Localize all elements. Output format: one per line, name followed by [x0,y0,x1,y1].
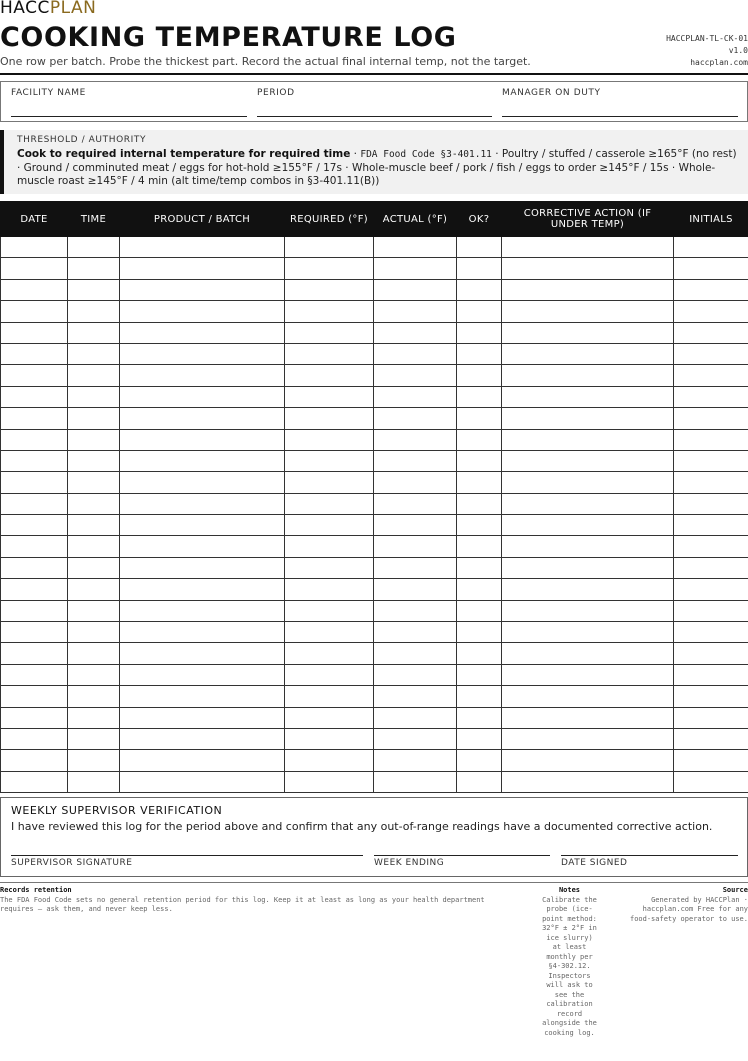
actual-temp-cell[interactable] [374,408,457,429]
table-row [1,728,748,749]
required-temp-cell[interactable] [285,408,374,429]
time-cell[interactable] [68,365,120,386]
weekly-verification-box [0,797,748,877]
ok-cell[interactable] [457,279,502,300]
time-cell[interactable] [68,279,120,300]
time-cell[interactable] [68,258,120,279]
product-batch-cell[interactable] [120,408,285,429]
manager-on-duty-line [502,116,738,117]
time-cell[interactable] [68,386,120,407]
table-row [1,600,748,621]
product-batch-cell[interactable] [120,237,285,258]
corrective-action-cell[interactable] [502,664,674,685]
document-code: HACCPLAN-TL-CK-01 [666,34,748,43]
ok-cell[interactable] [457,493,502,514]
required-temp-cell[interactable] [285,536,374,557]
date-cell[interactable] [1,322,68,343]
time-cell[interactable] [68,343,120,364]
ok-cell[interactable] [457,258,502,279]
column-header-initials: INITIALS [674,202,748,237]
corrective-action-cell[interactable] [502,600,674,621]
time-cell[interactable] [68,472,120,493]
table-row [1,450,748,471]
corrective-action-cell[interactable] [502,686,674,707]
corrective-action-cell[interactable] [502,301,674,322]
product-batch-cell[interactable] [120,493,285,514]
required-temp-cell[interactable] [285,622,374,643]
table-row [1,557,748,578]
corrective-action-cell[interactable] [502,515,674,536]
corrective-action-cell[interactable] [502,579,674,600]
verification-statement: I have reviewed this log for the period above and confirm that any out-of-range readings have a documented corrective action. [11,820,713,833]
initials-cell[interactable] [674,579,748,600]
date-cell[interactable] [1,258,68,279]
ok-cell[interactable] [457,536,502,557]
ok-cell[interactable] [457,728,502,749]
time-cell[interactable] [68,237,120,258]
corrective-action-cell[interactable] [502,408,674,429]
table-row [1,237,748,258]
ok-cell[interactable] [457,408,502,429]
time-cell[interactable] [68,301,120,322]
corrective-action-cell[interactable] [502,750,674,771]
actual-temp-cell[interactable] [374,386,457,407]
corrective-action-cell[interactable] [502,707,674,728]
product-batch-cell[interactable] [120,750,285,771]
time-cell[interactable] [68,536,120,557]
initials-cell[interactable] [674,707,748,728]
product-batch-cell[interactable] [120,429,285,450]
date-cell[interactable] [1,279,68,300]
required-temp-cell[interactable] [285,237,374,258]
notes-heading: Notes [558,886,581,894]
corrective-action-cell[interactable] [502,557,674,578]
required-temp-cell[interactable] [285,728,374,749]
threshold-text [17,148,739,189]
initials-cell[interactable] [674,429,748,450]
initials-cell[interactable] [674,322,748,343]
table-row [1,343,748,364]
product-batch-cell[interactable] [120,343,285,364]
ok-cell[interactable] [457,686,502,707]
actual-temp-cell[interactable] [374,237,457,258]
product-batch-cell[interactable] [120,622,285,643]
source-text: Generated by HACCPlan · haccplan.com Free for any food-safety operator to use. [629,895,748,923]
corrective-action-cell[interactable] [502,493,674,514]
time-cell[interactable] [68,322,120,343]
date-cell[interactable] [1,664,68,685]
ok-cell[interactable] [457,579,502,600]
period-line [257,116,492,117]
footer-source [618,886,748,924]
required-temp-cell[interactable] [285,279,374,300]
date-cell[interactable] [1,728,68,749]
product-batch-cell[interactable] [120,643,285,664]
date-signed-field[interactable] [561,838,738,874]
actual-temp-cell[interactable] [374,686,457,707]
header-fields-box [0,81,748,122]
ok-cell[interactable] [457,237,502,258]
column-header-product: PRODUCT / BATCH [120,202,285,237]
corrective-action-cell[interactable] [502,450,674,471]
facility-name-line [11,116,247,117]
date-cell[interactable] [1,493,68,514]
records-retention-heading: Records retention [0,886,72,894]
corrective-action-cell[interactable] [502,643,674,664]
threshold-bold-text: Cook to required internal temperature for required time [17,148,351,160]
facility-name-label: FACILITY NAME [11,88,86,98]
date-cell[interactable] [1,450,68,471]
brand-logo [0,0,96,18]
document-site: haccplan.com [690,58,748,67]
product-batch-cell[interactable] [120,450,285,471]
threshold-authority-box [0,130,748,194]
table-row [1,686,748,707]
ok-cell[interactable] [457,450,502,471]
product-batch-cell[interactable] [120,258,285,279]
date-cell[interactable] [1,536,68,557]
threshold-rest-text: · Poultry / stuffed / casserole ≥165°F (no rest) · Ground / comminuted meat / eggs for hot-hold ≥155°F / 17s · Whole-muscle beef / pork / fish / eggs to order ≥145°F / 15s · Whole-muscle roast ≥145°F / 4 min (alt time/temp combos in §3-401.11(B)) [17,148,737,187]
date-cell[interactable] [1,365,68,386]
corrective-action-cell[interactable] [502,536,674,557]
required-temp-cell[interactable] [285,386,374,407]
actual-temp-cell[interactable] [374,600,457,621]
required-temp-cell[interactable] [285,365,374,386]
actual-temp-cell[interactable] [374,643,457,664]
time-cell[interactable] [68,771,120,792]
ok-cell[interactable] [457,386,502,407]
notes-text: Calibrate the probe (ice-point method: 32°F ± 2°F in ice slurry) at least monthly per §4-302.12. Inspectors will ask to see the calibration record alongside the cooking log. [542,895,597,1037]
actual-temp-cell[interactable] [374,365,457,386]
footer-notes [542,886,597,1038]
actual-temp-cell[interactable] [374,301,457,322]
facility-name-field[interactable] [11,82,247,123]
period-field[interactable] [257,82,492,123]
verification-heading: WEEKLY SUPERVISOR VERIFICATION [11,804,223,817]
ok-cell[interactable] [457,365,502,386]
date-cell[interactable] [1,472,68,493]
corrective-action-cell[interactable] [502,279,674,300]
table-row [1,386,748,407]
time-cell[interactable] [68,643,120,664]
page-title: COOKING TEMPERATURE LOG [0,22,457,53]
log-table-body [1,237,748,793]
required-temp-cell[interactable] [285,515,374,536]
required-temp-cell[interactable] [285,664,374,685]
initials-cell[interactable] [674,622,748,643]
ok-cell[interactable] [457,771,502,792]
table-row [1,301,748,322]
product-batch-cell[interactable] [120,707,285,728]
threshold-separator: · [350,148,361,160]
ok-cell[interactable] [457,472,502,493]
time-cell[interactable] [68,408,120,429]
actual-temp-cell[interactable] [374,322,457,343]
date-cell[interactable] [1,429,68,450]
table-row [1,664,748,685]
required-temp-cell[interactable] [285,600,374,621]
threshold-code-ref: FDA Food Code §3-401.11 [360,149,492,160]
week-ending-label: WEEK ENDING [374,858,445,868]
supervisor-signature-label: SUPERVISOR SIGNATURE [11,858,133,868]
time-cell[interactable] [68,493,120,514]
required-temp-cell[interactable] [285,301,374,322]
product-batch-cell[interactable] [120,365,285,386]
date-cell[interactable] [1,643,68,664]
corrective-action-cell[interactable] [502,472,674,493]
table-row [1,408,748,429]
date-cell[interactable] [1,408,68,429]
time-cell[interactable] [68,664,120,685]
actual-temp-cell[interactable] [374,750,457,771]
actual-temp-cell[interactable] [374,579,457,600]
column-header-ok: OK? [457,202,502,237]
actual-temp-cell[interactable] [374,472,457,493]
required-temp-cell[interactable] [285,343,374,364]
column-header-required: REQUIRED (°F) [285,202,374,237]
table-row [1,771,748,792]
corrective-action-cell[interactable] [502,771,674,792]
product-batch-cell[interactable] [120,600,285,621]
actual-temp-cell[interactable] [374,450,457,471]
date-signed-line [561,855,738,856]
product-batch-cell[interactable] [120,664,285,685]
time-cell[interactable] [68,515,120,536]
records-retention-text: The FDA Food Code sets no general retention period for this log. Keep it at least as long as your health department requires — ask them, and never keep less. [0,895,485,913]
ok-cell[interactable] [457,301,502,322]
actual-temp-cell[interactable] [374,343,457,364]
ok-cell[interactable] [457,750,502,771]
document-version: v1.0 [728,46,748,55]
initials-cell[interactable] [674,557,748,578]
actual-temp-cell[interactable] [374,258,457,279]
page-subtitle: One row per batch. Probe the thickest part. Record the actual final internal temp, not the target. [0,55,531,68]
product-batch-cell[interactable] [120,536,285,557]
ok-cell[interactable] [457,643,502,664]
table-row [1,707,748,728]
initials-cell[interactable] [674,750,748,771]
required-temp-cell[interactable] [285,771,374,792]
product-batch-cell[interactable] [120,322,285,343]
required-temp-cell[interactable] [285,707,374,728]
ok-cell[interactable] [457,429,502,450]
actual-temp-cell[interactable] [374,771,457,792]
required-temp-cell[interactable] [285,750,374,771]
date-cell[interactable] [1,343,68,364]
threshold-label: THRESHOLD / AUTHORITY [17,135,147,145]
actual-temp-cell[interactable] [374,429,457,450]
corrective-action-cell[interactable] [502,429,674,450]
corrective-action-cell[interactable] [502,622,674,643]
time-cell[interactable] [68,707,120,728]
initials-cell[interactable] [674,600,748,621]
initials-cell[interactable] [674,365,748,386]
date-cell[interactable] [1,622,68,643]
date-cell[interactable] [1,707,68,728]
table-row [1,622,748,643]
ok-cell[interactable] [457,622,502,643]
week-ending-line [374,855,550,856]
ok-cell[interactable] [457,707,502,728]
footer-records-retention [0,886,515,915]
initials-cell[interactable] [674,728,748,749]
brand-logo-part2: PLAN [49,0,97,18]
table-row [1,536,748,557]
corrective-action-cell[interactable] [502,258,674,279]
initials-cell[interactable] [674,771,748,792]
initials-cell[interactable] [674,301,748,322]
corrective-action-cell[interactable] [502,343,674,364]
actual-temp-cell[interactable] [374,728,457,749]
column-header-corrective-action: CORRECTIVE ACTION (IF UNDER TEMP) [502,202,674,237]
required-temp-cell[interactable] [285,450,374,471]
source-heading: Source [722,886,748,894]
actual-temp-cell[interactable] [374,536,457,557]
initials-cell[interactable] [674,686,748,707]
time-cell[interactable] [68,450,120,471]
time-cell[interactable] [68,686,120,707]
initials-cell[interactable] [674,472,748,493]
table-row [1,643,748,664]
corrective-action-cell[interactable] [502,365,674,386]
product-batch-cell[interactable] [120,771,285,792]
table-row [1,365,748,386]
initials-cell[interactable] [674,258,748,279]
ok-cell[interactable] [457,557,502,578]
product-batch-cell[interactable] [120,386,285,407]
ok-cell[interactable] [457,515,502,536]
actual-temp-cell[interactable] [374,493,457,514]
initials-cell[interactable] [674,279,748,300]
table-row [1,429,748,450]
table-row [1,472,748,493]
actual-temp-cell[interactable] [374,664,457,685]
required-temp-cell[interactable] [285,557,374,578]
column-header-date: DATE [1,202,68,237]
ok-cell[interactable] [457,322,502,343]
date-cell[interactable] [1,557,68,578]
brand-logo-part1: HACC [0,0,50,18]
period-label: PERIOD [257,88,295,98]
required-temp-cell[interactable] [285,643,374,664]
date-signed-label: DATE SIGNED [561,858,628,868]
product-batch-cell[interactable] [120,579,285,600]
manager-on-duty-label: MANAGER ON DUTY [502,88,601,98]
initials-cell[interactable] [674,343,748,364]
date-cell[interactable] [1,301,68,322]
product-batch-cell[interactable] [120,515,285,536]
table-row [1,279,748,300]
corrective-action-cell[interactable] [502,237,674,258]
product-batch-cell[interactable] [120,472,285,493]
ok-cell[interactable] [457,600,502,621]
column-header-time: TIME [68,202,120,237]
corrective-action-cell[interactable] [502,322,674,343]
date-cell[interactable] [1,600,68,621]
supervisor-signature-field[interactable] [11,838,363,874]
required-temp-cell[interactable] [285,472,374,493]
required-temp-cell[interactable] [285,686,374,707]
corrective-action-cell[interactable] [502,386,674,407]
required-temp-cell[interactable] [285,258,374,279]
date-cell[interactable] [1,237,68,258]
cooking-log-table [0,201,748,793]
ok-cell[interactable] [457,343,502,364]
required-temp-cell[interactable] [285,579,374,600]
corrective-action-cell[interactable] [502,728,674,749]
required-temp-cell[interactable] [285,322,374,343]
table-row [1,515,748,536]
product-batch-cell[interactable] [120,301,285,322]
column-header-actual: ACTUAL (°F) [374,202,457,237]
manager-on-duty-field[interactable] [502,82,738,123]
required-temp-cell[interactable] [285,429,374,450]
initials-cell[interactable] [674,450,748,471]
date-cell[interactable] [1,771,68,792]
table-row [1,322,748,343]
time-cell[interactable] [68,622,120,643]
initials-cell[interactable] [674,237,748,258]
date-cell[interactable] [1,750,68,771]
date-cell[interactable] [1,386,68,407]
actual-temp-cell[interactable] [374,557,457,578]
table-header-row [1,202,748,237]
time-cell[interactable] [68,600,120,621]
time-cell[interactable] [68,750,120,771]
date-cell[interactable] [1,579,68,600]
footer-divider [0,882,748,883]
date-cell[interactable] [1,515,68,536]
table-row [1,258,748,279]
actual-temp-cell[interactable] [374,515,457,536]
initials-cell[interactable] [674,515,748,536]
product-batch-cell[interactable] [120,686,285,707]
actual-temp-cell[interactable] [374,279,457,300]
header-divider [0,73,748,75]
initials-cell[interactable] [674,493,748,514]
initials-cell[interactable] [674,643,748,664]
initials-cell[interactable] [674,664,748,685]
product-batch-cell[interactable] [120,728,285,749]
table-row [1,579,748,600]
product-batch-cell[interactable] [120,557,285,578]
required-temp-cell[interactable] [285,493,374,514]
time-cell[interactable] [68,429,120,450]
actual-temp-cell[interactable] [374,622,457,643]
date-cell[interactable] [1,686,68,707]
initials-cell[interactable] [674,536,748,557]
supervisor-signature-line [11,855,363,856]
initials-cell[interactable] [674,386,748,407]
week-ending-field[interactable] [374,838,550,874]
table-row [1,493,748,514]
initials-cell[interactable] [674,408,748,429]
document-meta [666,33,748,69]
product-batch-cell[interactable] [120,279,285,300]
time-cell[interactable] [68,557,120,578]
table-row [1,750,748,771]
ok-cell[interactable] [457,664,502,685]
time-cell[interactable] [68,728,120,749]
time-cell[interactable] [68,579,120,600]
actual-temp-cell[interactable] [374,707,457,728]
